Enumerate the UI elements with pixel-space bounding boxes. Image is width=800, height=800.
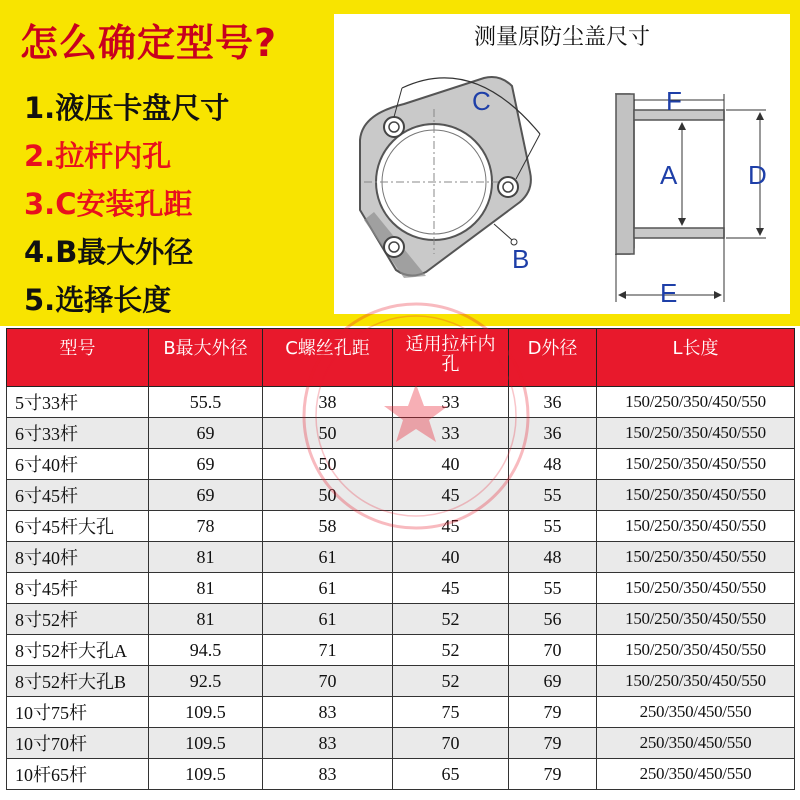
step-5: 5.选择长度 [24,283,172,317]
cell-c: 83 [263,759,393,790]
table-row [7,728,795,759]
table-row [7,480,795,511]
cell-c: 38 [263,387,393,418]
cell-model: 6寸33杆 [7,418,149,449]
cell-model: 6寸45杆 [7,480,149,511]
cell-model: 10杆65杆 [7,759,149,790]
cell-d: 79 [509,759,597,790]
sleeve-side-view [616,94,766,302]
spec-table [6,328,795,790]
cell-bore: 40 [393,542,509,573]
step-2: 2.拉杆内孔 [24,139,172,173]
cell-bore: 75 [393,697,509,728]
table-row [7,449,795,480]
cell-length: 150/250/350/450/550 [597,542,795,573]
cell-d: 55 [509,573,597,604]
col-header-bore: 适用拉杆内孔 [393,329,509,387]
cell-bore: 52 [393,635,509,666]
col-header-d: D外径 [509,329,597,387]
dust-cover-drawing [334,14,790,314]
step-3: 3.C安装孔距 [24,187,193,221]
label-c: C [472,86,491,116]
cell-d: 48 [509,542,597,573]
cell-length: 150/250/350/450/550 [597,635,795,666]
spec-table-container [6,328,794,790]
table-row [7,697,795,728]
cell-b: 81 [149,573,263,604]
cell-length: 250/350/450/550 [597,759,795,790]
cell-length: 150/250/350/450/550 [597,604,795,635]
cell-b: 81 [149,604,263,635]
table-row [7,511,795,542]
table-row [7,759,795,790]
cell-model: 10寸70杆 [7,728,149,759]
cell-d: 79 [509,697,597,728]
cell-b: 109.5 [149,728,263,759]
cell-bore: 33 [393,387,509,418]
cell-b: 109.5 [149,759,263,790]
cell-bore: 45 [393,511,509,542]
cell-length: 250/350/450/550 [597,697,795,728]
cell-b: 78 [149,511,263,542]
cell-b: 69 [149,418,263,449]
cell-b: 69 [149,480,263,511]
cell-model: 6寸45杆大孔 [7,511,149,542]
cell-length: 150/250/350/450/550 [597,418,795,449]
cell-bore: 45 [393,573,509,604]
step-1: 1.液压卡盘尺寸 [24,91,230,125]
measurement-diagram [334,14,790,314]
cell-d: 55 [509,511,597,542]
table-row [7,666,795,697]
cell-bore: 65 [393,759,509,790]
cell-length: 150/250/350/450/550 [597,666,795,697]
cell-bore: 33 [393,418,509,449]
label-e: E [660,278,678,308]
cell-c: 83 [263,728,393,759]
cell-model: 8寸40杆 [7,542,149,573]
cell-length: 150/250/350/450/550 [597,480,795,511]
cell-bore: 40 [393,449,509,480]
cell-b: 92.5 [149,666,263,697]
page-title: 怎么确定型号? [20,21,278,65]
cell-b: 94.5 [149,635,263,666]
cell-d: 48 [509,449,597,480]
diagram-title: 测量原防尘盖尺寸 [473,25,650,50]
cell-b: 69 [149,449,263,480]
col-header-c: C螺丝孔距 [263,329,393,387]
cell-model: 10寸75杆 [7,697,149,728]
cell-c: 83 [263,697,393,728]
cell-c: 61 [263,542,393,573]
table-row [7,604,795,635]
cell-model: 8寸45杆 [7,573,149,604]
cell-d: 69 [509,666,597,697]
cell-c: 70 [263,666,393,697]
label-f: F [666,86,682,116]
cell-length: 150/250/350/450/550 [597,511,795,542]
col-header-model: 型号 [7,329,149,387]
cell-model: 8寸52杆大孔B [7,666,149,697]
col-header-b: B最大外径 [149,329,263,387]
table-row [7,418,795,449]
table-header-row [7,329,795,387]
cell-bore: 70 [393,728,509,759]
cell-model: 8寸52杆 [7,604,149,635]
cell-c: 71 [263,635,393,666]
cell-model: 6寸40杆 [7,449,149,480]
cell-model: 5寸33杆 [7,387,149,418]
table-body [7,387,795,790]
cell-c: 50 [263,480,393,511]
header-banner [0,0,800,326]
cell-c: 50 [263,449,393,480]
cell-length: 150/250/350/450/550 [597,573,795,604]
cell-c: 61 [263,604,393,635]
table-row [7,573,795,604]
label-d: D [748,160,767,190]
steps-list [24,84,229,324]
cell-d: 36 [509,418,597,449]
label-b: B [512,244,530,274]
cell-b: 55.5 [149,387,263,418]
cell-bore: 52 [393,666,509,697]
cell-bore: 45 [393,480,509,511]
cell-c: 50 [263,418,393,449]
cell-d: 70 [509,635,597,666]
cell-c: 61 [263,573,393,604]
cell-d: 56 [509,604,597,635]
step-4: 4.B最大外径 [24,235,194,269]
col-header-l: L长度 [597,329,795,387]
cell-c: 58 [263,511,393,542]
cell-length: 150/250/350/450/550 [597,449,795,480]
cell-length: 250/350/450/550 [597,728,795,759]
table-row [7,635,795,666]
table-row [7,542,795,573]
label-a: A [660,160,678,190]
cell-d: 36 [509,387,597,418]
cell-b: 109.5 [149,697,263,728]
cell-length: 150/250/350/450/550 [597,387,795,418]
table-row [7,387,795,418]
cell-model: 8寸52杆大孔A [7,635,149,666]
cell-d: 55 [509,480,597,511]
cell-bore: 52 [393,604,509,635]
cell-b: 81 [149,542,263,573]
cell-d: 79 [509,728,597,759]
